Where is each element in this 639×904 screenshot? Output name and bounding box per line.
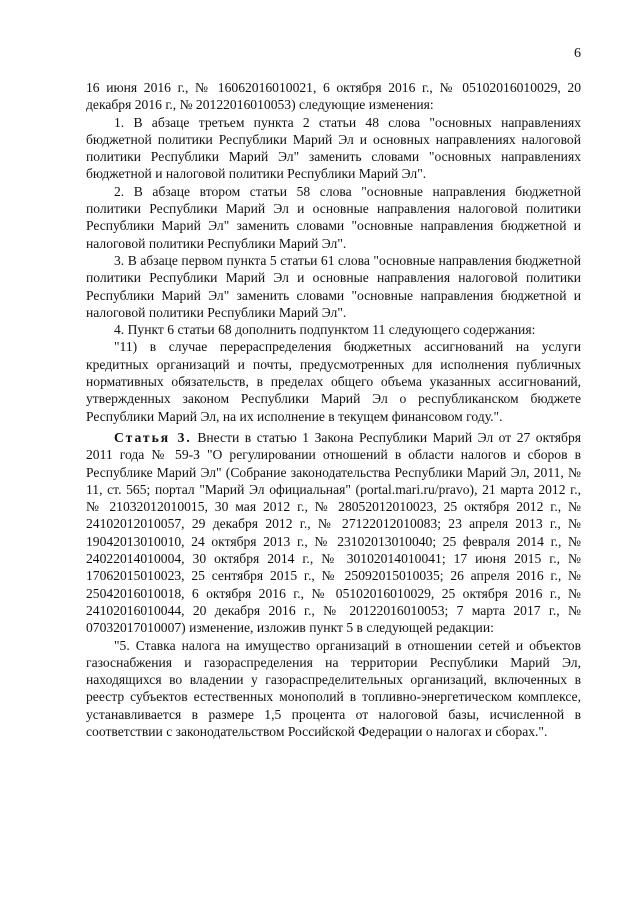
paragraph-item-5-quote: "5. Ставка налога на имущество организаций в отношении сетей и объектов газоснабжения и газораспределения на территории Республики Марий Эл, находящихся во владении у газораспределительных организаций, включенных в реестр субъектов естественных монополий в топливно-энергетическом комплексе, устанавливается в размере 1,5 процента от налоговой базы, исчисленной в соответствии с законодательством Российской Федерации о налогах и сборах.". xyxy=(86,637,581,739)
paragraph-item-1: 1. В абзаце третьем пункта 2 статьи 48 слова "основных направлениях бюджетной политики Республики Марий Эл и основных направлениях налоговой политики Республики Марий Эл" заменить словами "основных направлениях бюджетной и налоговой политики Республики Марий Эл". xyxy=(86,114,581,182)
paragraph-article-3 xyxy=(86,429,581,637)
document-body xyxy=(86,79,581,740)
paragraph-item-4: 4. Пункт 6 статьи 68 дополнить подпунктом 11 следующего содержания: xyxy=(114,322,536,338)
article-3-text: Внести в статью 1 Закона Республики Марий Эл от 27 октября 2011 года № 59-З "О регулировании отношений в области налогов и сборов в Республике Марий Эл" (Собрание законодательства Республики Марий Эл, 2011, № 11, ст. 565; портал "Марий Эл официальная" (portal.mari.ru/pravo), 21 марта 2012 г., № 21032012010015, 30 мая 2012 г., № 28052012010023, 25 октября 2012 г., № 24102012010057, 29 декабря 2012 г., № 27122012010083; 23 апреля 2013 г., № 19042013010010, 24 октября 2013 г., № 23102013010040; 25 февраля 2014 г., № 24022014010004, 30 октября 2014 г., № 30102014010041; 17 июня 2015 г., № 17062015010023, 25 сентября 2015 г., № 25092015010035; 26 апреля 2016 г., № 25042016010018, 6 октября 2016 г., № 05102016010029, 25 октября 2016 г., № 24102016010044, 20 декабря 2016 г., № 20122016010053; 7 марта 2017 г., № 07032017010007) изменение, изложив пункт 5 в следующей редакции: xyxy=(86,429,581,636)
article-label: Статья 3. xyxy=(114,429,192,445)
page-number: 6 xyxy=(574,46,581,61)
paragraph-item-2: 2. В абзаце втором статьи 58 слова "основные направления бюджетной политики Республики Марий Эл и основные направления налоговой политики Республики Марий Эл" заменить словами "основные направления бюджетной и налоговой политики Республики Марий Эл". xyxy=(86,183,581,251)
paragraph-subitem-11: "11) в случае перераспределения бюджетных ассигнований на услуги кредитных организаций и почты, предусмотренных для исполнения публичных нормативных обязательств, в пределах общего объема указанных ассигнований, утвержденных законом Республики Марий Эл о республиканском бюджете Республики Марий Эл, на их исполнение в текущем финансовом году.". xyxy=(86,339,581,424)
paragraph-item-3: 3. В абзаце первом пункта 5 статьи 61 слова "основные направления бюджетной политики Республики Марий Эл и основные направления налоговой политики Республики Марий Эл" заменить словами "основные направления бюджетной и налоговой политики Республики Марий Эл". xyxy=(86,252,581,320)
paragraph-intro: 16 июня 2016 г., № 16062016010021, 6 октября 2016 г., № 05102016010029, 20 декабря 2016 г., № 20122016010053) следующие изменения: xyxy=(86,80,581,113)
